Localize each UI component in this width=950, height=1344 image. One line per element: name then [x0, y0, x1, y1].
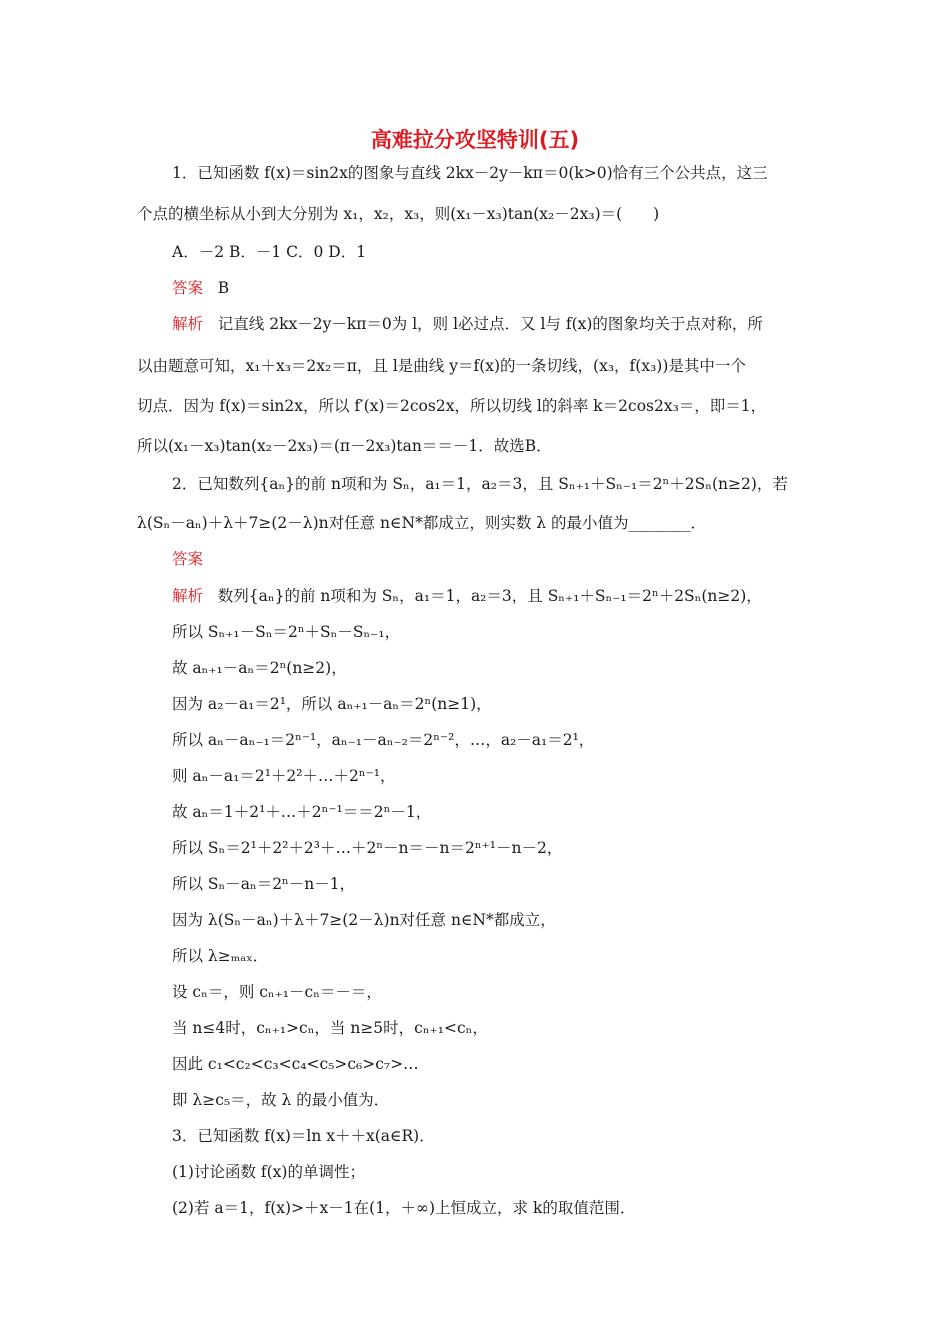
q2-step: 故 aₙ₊₁－aₙ＝2ⁿ(n≥2)， [172, 659, 347, 677]
q1-options: A．－2 B．－1 C．0 D．1 [172, 243, 367, 261]
q1-analysis-line1 [172, 314, 763, 334]
q2-step: 所以 λ≥ₘₐₓ． [172, 947, 269, 965]
q2-step: 设 cₙ＝，则 cₙ₊₁－cₙ＝－＝， [172, 983, 382, 1001]
q2-stem-line1: 2．已知数列{aₙ}的前 n项和为 Sₙ，a₁＝1，a₂＝3，且 Sₙ₊₁＋Sₙ₋₁＝2ⁿ＋2Sₙ(n≥2)，若 [172, 475, 788, 493]
q2-step: 因为 λ(Sₙ－aₙ)＋λ＋7≥(2－λ)n对任意 n∈N*都成立， [172, 911, 556, 929]
q2-step: 所以 aₙ－aₙ₋₁＝2ⁿ⁻¹，aₙ₋₁－aₙ₋₂＝2ⁿ⁻²，…，a₂－a₁＝2¹， [172, 731, 595, 749]
q2-answer-label: 答案 [172, 550, 204, 568]
answer-label: 答案 [172, 279, 204, 297]
q2-analysis-line1 [172, 586, 762, 606]
q1-answer [172, 278, 229, 298]
q1-analysis-line2: 以由题意可知，x₁＋x₃＝2x₂＝π，且 l是曲线 y＝f(x)的一条切线，(x₃，f(x₃))是其中一个 [137, 357, 746, 375]
q1-stem-line1: 1．已知函数 f(x)＝sin2x的图象与直线 2kx－2y－kπ＝0(k>0)恰有三个公共点，这三 [172, 164, 768, 182]
q2-step: 当 n≤4时，cₙ₊₁>cₙ，当 n≥5时，cₙ₊₁<cₙ， [172, 1019, 488, 1037]
q2-step: 因此 c₁<c₂<c₃<c₄<c₅>c₆>c₇>… [172, 1055, 419, 1073]
analysis-text: 记直线 2kx－2y－kπ＝0为 l，则 l必过点．又 l与 f(x)的图象均关于点对称，所 [217, 315, 763, 333]
page-title: 高难拉分攻坚特训(五) [370, 128, 580, 152]
analysis-text: 数列{aₙ}的前 n项和为 Sₙ，a₁＝1，a₂＝3，且 Sₙ₊₁＋Sₙ₋₁＝2ⁿ＋2Sₙ(n≥2)， [217, 587, 762, 605]
q2-step: 所以 Sₙ－aₙ＝2ⁿ－n－1， [172, 875, 356, 893]
q2-step: 即 λ≥c₅＝，故 λ 的最小值为． [172, 1091, 390, 1109]
analysis-label: 解析 [172, 587, 204, 605]
q2-step: 因为 a₂－a₁＝2¹，所以 aₙ₊₁－aₙ＝2ⁿ(n≥1)， [172, 695, 492, 713]
q2-step: 所以 Sₙ₊₁－Sₙ＝2ⁿ＋Sₙ－Sₙ₋₁， [172, 623, 401, 641]
q1-analysis-line4: 所以(x₁－x₃)tan(x₂－2x₃)＝(π－2x₃)tan＝＝－1．故选B． [137, 437, 552, 455]
answer-value: B [217, 279, 230, 297]
q1-analysis-line3: 切点．因为 f(x)＝sin2x，所以 f′(x)＝2cos2x，所以切线 l的斜率 k＝2cos2x₃＝，即＝1， [137, 397, 767, 415]
q3-stem: 3．已知函数 f(x)＝ln x＋＋x(a∈R)． [172, 1127, 435, 1145]
q1-stem-line2: 个点的横坐标从小到大分别为 x₁，x₂，x₃，则(x₁－x₃)tan(x₂－2x₃)＝( ) [137, 205, 660, 223]
q2-step: 则 aₙ－a₁＝2¹＋2²＋…＋2ⁿ⁻¹， [172, 767, 396, 785]
q2-stem-line2: λ(Sₙ－aₙ)＋λ＋7≥(2－λ)n对任意 n∈N*都成立，则实数 λ 的最小值为________． [137, 514, 706, 532]
q2-step: 所以 Sₙ＝2¹＋2²＋2³＋…＋2ⁿ－n＝－n＝2ⁿ⁺¹－n－2， [172, 839, 563, 857]
q3-part1: (1)讨论函数 f(x)的单调性； [172, 1163, 365, 1181]
q2-step: 故 aₙ＝1＋2¹＋…＋2ⁿ⁻¹＝＝2ⁿ－1， [172, 803, 432, 821]
analysis-label: 解析 [172, 315, 204, 333]
q3-part2: (2)若 a＝1，f(x)>＋x－1在(1，＋∞)上恒成立，求 k的取值范围． [172, 1199, 636, 1217]
